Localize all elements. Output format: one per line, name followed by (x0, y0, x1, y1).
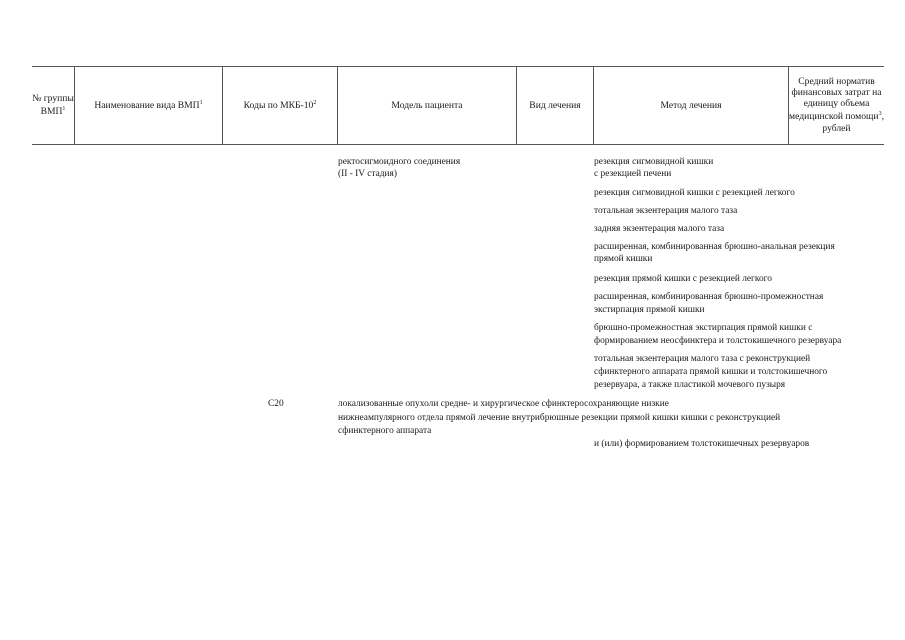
method-line: резервуара, а также пластикой мочевого пузыря (594, 380, 786, 390)
header-cost-standard: Средний норматив финансовых затрат на единицу объема медицинской помощи$^3$, рублей (789, 76, 884, 134)
method-line: тотальная экзентерация малого таза (594, 206, 738, 216)
header-bottom-rule (32, 144, 884, 145)
header-treatment-method: Метод лечения (660, 99, 722, 111)
method-line: брюшно-промежностная экстирпация прямой кишки с (594, 323, 813, 333)
icd-code: C20 (268, 399, 284, 409)
row2-line: сфинктерного аппарата (338, 426, 432, 436)
header-treatment-type: Вид лечения (529, 99, 581, 111)
method-line: тотальная экзентерация малого таза с реконструкцией (594, 354, 811, 364)
method-line: формированием неосфинктера и толстокишечного резервуара (594, 336, 842, 346)
method-line: экстирпация прямой кишки (594, 305, 705, 315)
method-line: прямой кишки (594, 254, 653, 264)
header-vmp-name: Наименование вида ВМП$^1$ (94, 100, 203, 112)
method-line: расширенная, комбинированная брюшно-анальная резекция (594, 242, 835, 252)
row2-line: локализованные опухоли средне- и хирургическое сфинктеросохраняющие низкие (338, 399, 669, 409)
method-line: задняя экзентерация малого таза (594, 224, 725, 234)
patient-model-text: ректосигмоидного соединения (338, 157, 461, 167)
header-group-number: № группы ВМП$^1$ (32, 92, 74, 118)
method-line: резекция сигмовидной кишки (594, 157, 714, 167)
row2-method-line: и (или) формированием толстокишечных резервуаров (594, 439, 810, 449)
method-line: резекция сигмовидной кишки с резекцией легкого (594, 188, 795, 198)
patient-model-stage: (II - IV стадия) (338, 169, 397, 179)
method-line: сфинктерного аппарата прямой кишки и толстокишечного (594, 367, 828, 377)
header-icd-codes: Коды по МКБ-$10^2$ (243, 100, 317, 112)
header-patient-model: Модель пациента (391, 99, 463, 111)
method-line: резекция прямой кишки с резекцией легкого (594, 274, 772, 284)
method-line: с резекцией печени (594, 169, 672, 179)
method-line: расширенная, комбинированная брюшно-промежностная (594, 292, 824, 302)
row2-line: нижнеампулярного отдела прямой лечение внутрибрюшные резекции прямой кишки кишки с реконструкцией (338, 413, 781, 423)
